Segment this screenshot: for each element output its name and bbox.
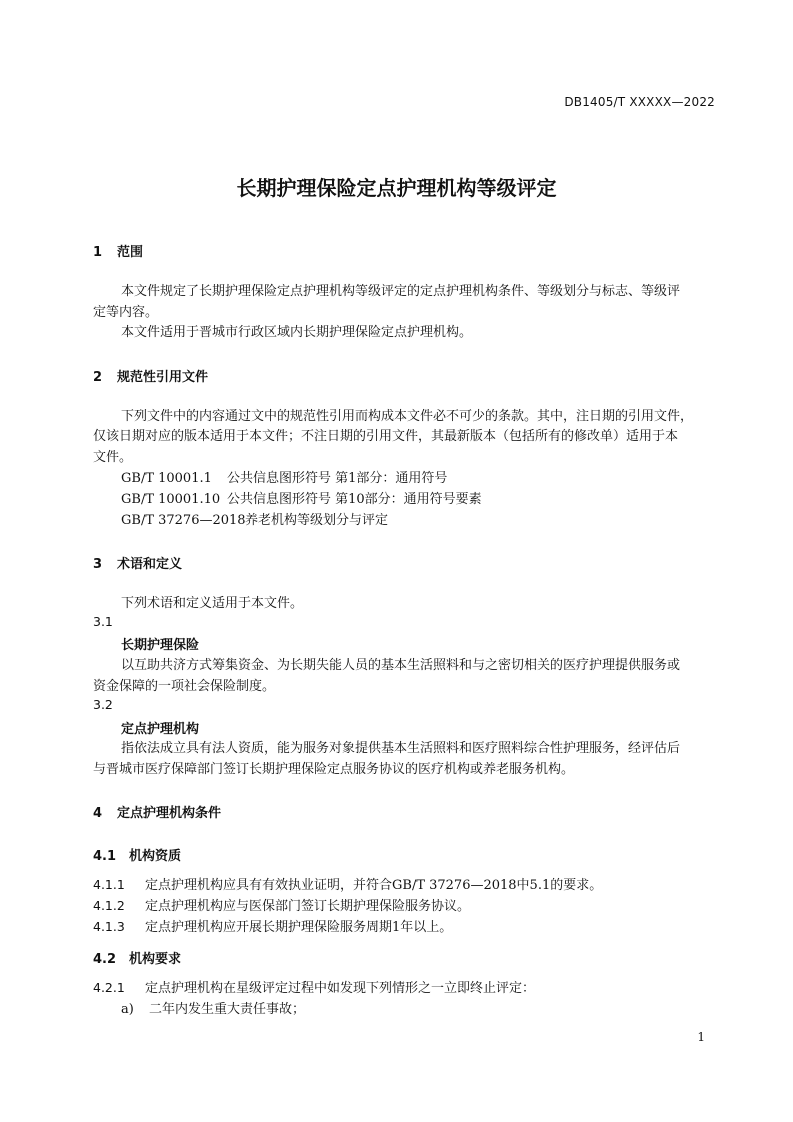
term-name: 定点护理机构: [121, 722, 200, 737]
subsection-heading-4-1: [93, 845, 181, 864]
clause-text: 定点护理机构应具有有效执业证明，并符合GB/T 37276—2018中5.1的要求。: [145, 878, 603, 893]
paragraph-line: 下列术语和定义适用于本文件。: [121, 596, 304, 611]
section-number: 4: [93, 806, 103, 821]
reference-code: GB/T 10001.10: [121, 492, 221, 507]
section-number: 3: [93, 557, 103, 572]
reference-item: [121, 468, 447, 489]
subsection-number: 4.1: [93, 849, 117, 864]
reference-name: 公共信息图形符号 第1部分：通用符号: [227, 471, 448, 486]
section-heading-3: [93, 553, 182, 572]
term-name: 长期护理保险: [121, 638, 200, 653]
term-number: 3.2: [93, 697, 113, 712]
page-number: 1: [697, 1030, 705, 1044]
paragraph-line: 资金保障的一项社会保险制度。: [93, 679, 276, 694]
clause-4-1-1: [93, 874, 602, 893]
clause-4-1-2: [93, 895, 470, 914]
section-title: 规范性引用文件: [117, 370, 209, 385]
paragraph-line: 本文件规定了长期护理保险定点护理机构等级评定的定点护理机构条件、等级划分与标志、等级评: [121, 284, 681, 299]
section-heading-2: [93, 366, 208, 385]
reference-code: GB/T 10001.1: [121, 471, 212, 486]
subsection-heading-4-2: [93, 948, 181, 967]
section-number: 2: [93, 370, 103, 385]
paragraph-line: 以互助共济方式筹集资金、为长期失能人员的基本生活照料和与之密切相关的医疗护理提供服务或: [121, 658, 681, 673]
clause-text: 定点护理机构在星级评定过程中如发现下列情形之一立即终止评定：: [145, 981, 536, 996]
paragraph-line: 文件。: [93, 450, 133, 465]
clause-4-1-3: [93, 916, 452, 935]
section-title: 定点护理机构条件: [117, 806, 222, 821]
list-item-text: 二年内发生重大责任事故；: [149, 1002, 306, 1017]
list-item-label: a): [121, 1002, 134, 1017]
clause-4-2-1: [93, 977, 535, 996]
reference-name: 养老机构等级划分与评定: [245, 513, 389, 528]
clause-text: 定点护理机构应与医保部门签订长期护理保险服务协议。: [145, 899, 471, 914]
reference-code: GB/T 37276—2018: [121, 513, 246, 528]
section-number: 1: [93, 245, 103, 260]
clause-number: 4.1.3: [93, 919, 125, 934]
section-title: 范围: [117, 245, 144, 260]
reference-name: 公共信息图形符号 第10部分：通用符号要素: [227, 492, 482, 507]
paragraph-line: 仅该日期对应的版本适用于本文件；不注日期的引用文件，其最新版本（包括所有的修改单）适用于本: [93, 429, 679, 444]
subsection-number: 4.2: [93, 952, 117, 967]
clause-number: 4.1.1: [93, 877, 125, 892]
clause-number: 4.2.1: [93, 980, 125, 995]
section-heading-4: [93, 802, 221, 821]
section-title: 术语和定义: [117, 557, 183, 572]
paragraph-line: 定等内容。: [93, 305, 159, 320]
document-id: DB1405/T XXXXX—2022: [564, 95, 715, 109]
subsection-title: 机构资质: [129, 849, 182, 864]
reference-item: [121, 489, 482, 510]
subsection-title: 机构要求: [129, 952, 182, 967]
section-heading-1: [93, 241, 143, 260]
list-item: [121, 998, 305, 1017]
clause-number: 4.1.2: [93, 898, 125, 913]
paragraph-line: 下列文件中的内容通过文中的规范性引用而构成本文件必不可少的条款。其中，注日期的引用文件，: [121, 409, 694, 424]
paragraph-line: 本文件适用于晋城市行政区域内长期护理保险定点护理机构。: [121, 325, 473, 340]
term-number: 3.1: [93, 614, 113, 629]
paragraph-line: 指依法成立具有法人资质，能为服务对象提供基本生活照料和医疗照料综合性护理服务，经评估后: [121, 741, 681, 756]
reference-item: [121, 510, 388, 531]
paragraph-line: 与晋城市医疗保障部门签订长期护理保险定点服务协议的医疗机构或养老服务机构。: [93, 762, 575, 777]
clause-text: 定点护理机构应开展长期护理保险服务周期1年以上。: [145, 920, 453, 935]
page-title: 长期护理保险定点护理机构等级评定: [236, 176, 557, 200]
